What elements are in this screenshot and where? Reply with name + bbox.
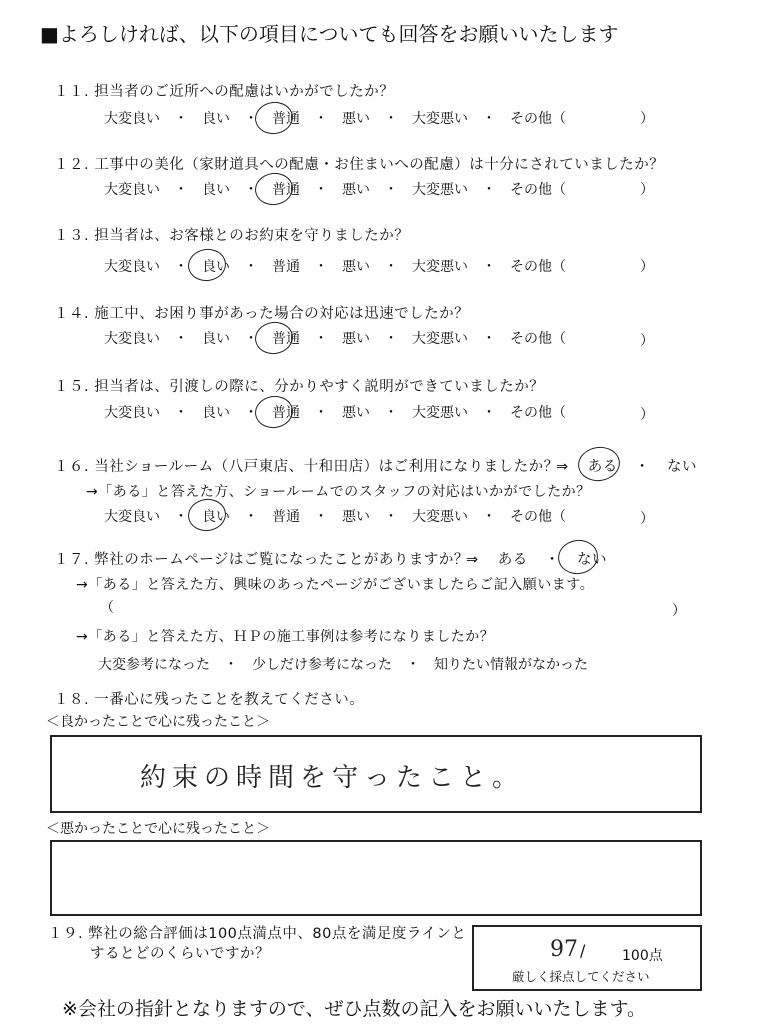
option-bad[interactable]: 悪い [342,509,370,525]
score-box[interactable] [472,925,702,991]
option-slightly-helpful[interactable]: 少しだけ参考になった [252,657,392,673]
score-max: 100点 [622,948,663,964]
option-bad[interactable]: 悪い [342,111,370,127]
question-text: 担当者は、お客様とのお約束を守りましたか？ [94,228,410,244]
score-note: 厳しく採点してください [512,969,650,984]
separator: ・ [406,657,420,673]
separator: ・ [314,331,328,347]
option-good[interactable]: 良い [202,111,230,127]
score-slash: / [580,941,586,960]
good-label: ＜良かったことで心に残ったこと＞ [46,714,270,730]
option-very-good[interactable]: 大変良い [104,509,160,525]
question-text: 工事中の美化（家財道具への配慮・お住まいへの配慮）は十分にされていましたか？ [94,157,665,173]
separator: ・ [384,182,398,198]
separator: ・ [314,509,328,525]
answer-circle-16-follow [186,497,228,534]
option-normal[interactable]: 普通 [272,405,300,421]
option-very-good[interactable]: 大変良い [104,259,160,275]
options-11 [104,108,566,128]
separator: ・ [244,259,258,275]
question-number: １６. [54,459,90,475]
option-good[interactable]: 良い [202,331,230,347]
option-very-good[interactable]: 大変良い [104,405,160,421]
option-very-bad[interactable]: 大変悪い [412,111,468,127]
option-bad[interactable]: 悪い [342,405,370,421]
question-text: 一番心に残ったことを教えてください。 [94,692,365,708]
arrow-icon: ⇒ [466,552,479,568]
option-very-bad[interactable]: 大変悪い [412,509,468,525]
option-normal[interactable]: 普通 [272,111,300,127]
answer-circle-17 [556,537,600,576]
question-number: １５. [54,379,90,395]
option-yes[interactable]: ある [497,552,528,568]
option-very-bad[interactable]: 大変悪い [412,182,468,198]
answer-circle-16 [576,444,622,484]
question-number: １７. [54,552,90,568]
question-number: １８. [54,692,90,708]
separator: ・ [174,405,188,421]
question-16 [54,455,559,476]
good-answer-text: 約束の時間を守ったこと。 [140,763,525,793]
question-14 [54,302,469,323]
option-good[interactable]: 良い [202,182,230,198]
option-normal[interactable]: 普通 [272,182,300,198]
option-other[interactable]: その他（ [510,509,566,525]
separator: ・ [384,331,398,347]
close-paren: ） [640,259,654,275]
option-normal[interactable]: 普通 [272,331,300,347]
separator: ・ [174,509,188,525]
separator: ・ [482,509,496,525]
answer-circle-14 [253,320,295,357]
question-number: １２. [54,157,90,173]
option-very-good[interactable]: 大変良い [104,111,160,127]
option-very-helpful[interactable]: 大変参考になった [98,657,210,673]
close-paren: ） [640,182,654,198]
question-number: １９. [48,926,84,942]
question-text: 弊社の総合評価は100点満点中、80点を満足度ラインと [88,926,467,942]
option-other[interactable]: その他（ [510,182,566,198]
separator: ・ [384,111,398,127]
option-other[interactable]: その他（ [510,259,566,275]
options-13 [104,256,566,276]
footer-note: ※会社の指針となりますので、ぜひ点数の記入をお願いいたします。 [62,998,647,1020]
option-good[interactable]: 良い [202,259,230,275]
option-bad[interactable]: 悪い [342,331,370,347]
question-13 [54,224,409,245]
option-not-helpful[interactable]: 知りたい情報がなかった [434,657,588,673]
separator: ・ [244,331,258,347]
question-text: 担当者のご近所への配慮はいかがでしたか？ [94,84,395,100]
option-good[interactable]: 良い [202,405,230,421]
q17-follow2: →「ある」と答えた方、ＨＰの施工事例は参考になりましたか？ [76,629,495,645]
question-18 [54,688,364,709]
options-16 [104,506,566,526]
option-very-good[interactable]: 大変良い [104,331,160,347]
good-answer-box[interactable] [50,735,702,813]
answer-circle-15 [253,394,295,431]
question-19 [48,922,466,943]
separator: ・ [634,459,650,475]
arrow-icon: ⇒ [556,459,569,475]
separator: ・ [482,331,496,347]
q17-follow1: →「ある」と答えた方、興味のあったページがございましたらご記入願います。 [76,577,595,593]
question-number: １４. [54,306,90,322]
separator: ・ [244,111,258,127]
options-17 [98,654,588,674]
answer-circle-12 [253,171,295,208]
separator: ・ [314,182,328,198]
bad-answer-box[interactable] [50,840,702,916]
separator: ・ [244,405,258,421]
separator: ・ [244,182,258,198]
separator: ・ [174,259,188,275]
separator: ・ [314,405,328,421]
option-normal[interactable]: 普通 [272,259,300,275]
separator: ・ [174,331,188,347]
separator: ・ [482,259,496,275]
option-very-bad[interactable]: 大変悪い [412,259,468,275]
question-15 [54,375,544,396]
close-paren: ） [640,333,654,349]
close-paren: ） [640,511,654,527]
question-19-line2: するとどのくらいですか？ [90,946,270,962]
option-no[interactable]: ない [576,552,607,568]
question-text: 弊社のホームページはご覧になったことがありますか？ [94,552,469,568]
question-12 [54,153,664,174]
option-no[interactable]: ない [666,459,697,475]
question-number: １３. [54,228,90,244]
options-14 [104,328,566,348]
option-yes[interactable]: ある [587,459,618,475]
option-good[interactable]: 良い [202,509,230,525]
question-17 [54,548,469,569]
separator: ・ [544,552,560,568]
option-bad[interactable]: 悪い [342,259,370,275]
close-paren: ） [672,603,686,619]
separator: ・ [224,657,238,673]
separator: ・ [174,182,188,198]
close-paren: ） [640,111,654,127]
bad-label: ＜悪かったことで心に残ったこと＞ [46,821,270,837]
score-value: 97 [550,937,578,962]
answer-circle-11 [253,100,295,137]
q16-follow: →「ある」と答えた方、ショールームでのスタッフの対応はいかがでしたか？ [86,484,591,500]
page-title: ■よろしければ、以下の項目についても回答をお願いいたします [40,22,619,46]
option-other[interactable]: その他（ [510,331,566,347]
question-number: １１. [54,84,90,100]
options-12 [104,179,566,199]
close-paren: ） [640,407,654,423]
separator: ・ [384,259,398,275]
question-text: 施工中、お困り事があった場合の対応は迅速でしたか？ [94,306,470,322]
question-text: 担当者は、引渡しの際に、分かりやすく説明ができていましたか？ [94,379,545,395]
separator: ・ [244,509,258,525]
separator: ・ [482,182,496,198]
open-paren: （ [100,600,114,616]
option-very-good[interactable]: 大変良い [104,182,160,198]
question-text: 当社ショールーム（八戸東店、十和田店）はご利用になりましたか？ [94,459,559,475]
separator: ・ [482,405,496,421]
option-other[interactable]: その他（ [510,111,566,127]
option-very-bad[interactable]: 大変悪い [412,405,468,421]
separator: ・ [314,259,328,275]
answer-circle-13 [186,247,228,284]
separator: ・ [314,111,328,127]
option-bad[interactable]: 悪い [342,182,370,198]
separator: ・ [384,509,398,525]
separator: ・ [174,111,188,127]
question-11 [54,80,394,101]
option-very-bad[interactable]: 大変悪い [412,331,468,347]
separator: ・ [482,111,496,127]
separator: ・ [384,405,398,421]
option-normal[interactable]: 普通 [272,509,300,525]
options-15 [104,402,566,422]
option-other[interactable]: その他（ [510,405,566,421]
